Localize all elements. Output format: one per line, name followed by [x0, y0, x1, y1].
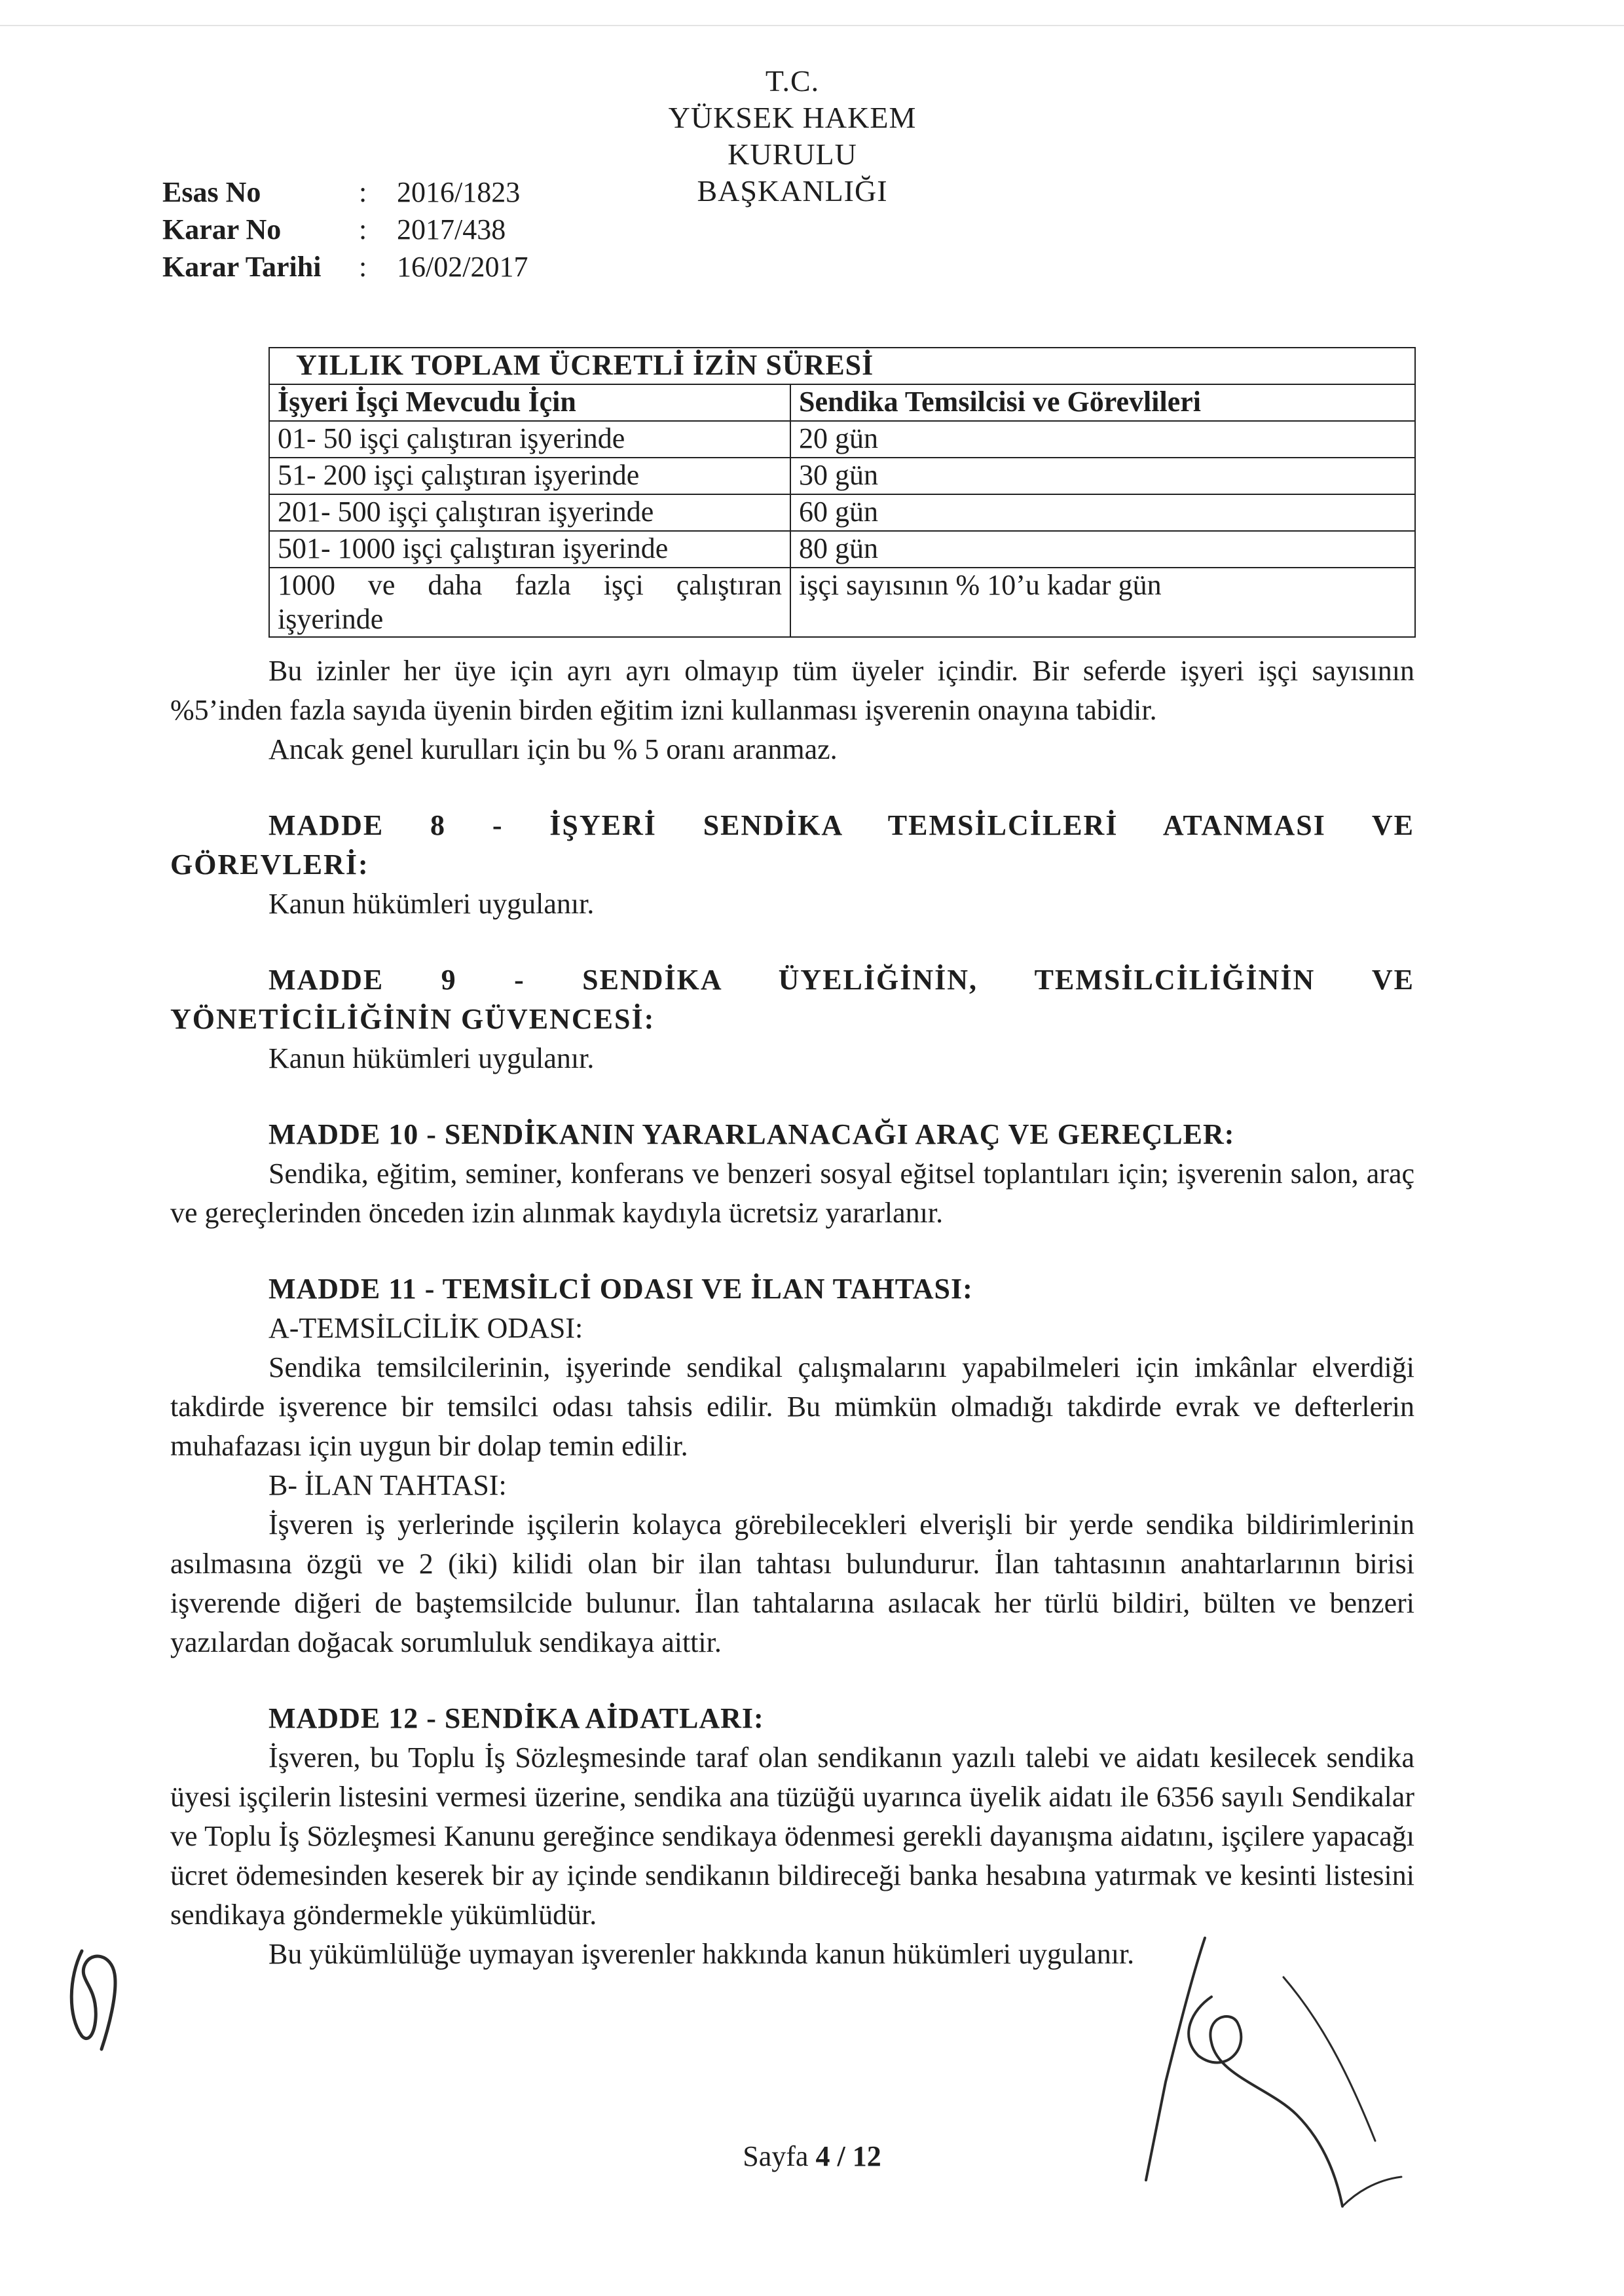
handwritten-initial-mark — [62, 1938, 147, 2056]
article-8-title: MADDE 8 - İŞYERİ SENDİKA TEMSİLCİLERİ ATANMASI VE — [268, 809, 1414, 841]
table-row — [269, 458, 1415, 494]
table-cell: 30 gün — [790, 458, 1415, 494]
article-9-title-cont: YÖNETİCİLİĞİNİN GÜVENCESİ: — [170, 1003, 655, 1035]
meta-value: 16/02/2017 — [397, 251, 528, 283]
article-12-title: MADDE 12 - SENDİKA AİDATLARI: — [268, 1702, 764, 1734]
table-title-row — [269, 348, 1415, 384]
meta-row-esas — [162, 173, 528, 211]
document-body — [170, 651, 1414, 1974]
case-metadata — [162, 173, 528, 285]
meta-label: Esas No — [162, 176, 261, 208]
table-col-header: İşyeri İşçi Mevcudu İçin — [269, 384, 790, 421]
table-header-row — [269, 384, 1415, 421]
table-row — [269, 421, 1415, 458]
article-9-title: MADDE 9 - SENDİKA ÜYELİĞİNİN, TEMSİLCİLİĞİNİN VE — [268, 964, 1414, 996]
table-cell-line: işyerinde — [278, 603, 384, 635]
table-cell: 501- 1000 işçi çalıştıran işyerinde — [269, 531, 790, 568]
header-tc: T.C. — [765, 64, 820, 98]
page-separator: / — [830, 2140, 853, 2172]
table-cell: işçi sayısının % 10’u kadar gün — [790, 568, 1415, 637]
meta-value: 2017/438 — [397, 213, 506, 246]
article-8-title-cont: GÖREVLERİ: — [170, 848, 369, 881]
page-prefix: Sayfa — [743, 2140, 816, 2172]
table-cell: 01- 50 işçi çalıştıran işyerinde — [269, 421, 790, 458]
handwritten-signature — [1126, 1918, 1467, 2219]
table-cell: 80 gün — [790, 531, 1415, 568]
table-cell: 60 gün — [790, 494, 1415, 531]
article-10-text: Sendika, eğitim, seminer, konferans ve benzeri sosyal eğitsel toplantıları için; işverenin salon, araç ve gereçlerinden önceden izin alınmak kaydıyla ücretsiz yararlanır. — [170, 1157, 1414, 1229]
meta-row-karar — [162, 211, 528, 248]
paragraph-genel-kurul: Ancak genel kurulları için bu % 5 oranı aranmaz. — [268, 733, 838, 765]
table-row — [269, 568, 1415, 637]
meta-label: Karar Tarihi — [162, 251, 322, 283]
table-cell: 20 gün — [790, 421, 1415, 458]
meta-colon: : — [359, 251, 367, 283]
article-11-text-a: Sendika temsilcilerinin, işyerinde sendikal çalışmalarını yapabilmeleri için imkânlar elverdiği takdirde işverence bir temsilci odası tahsis edilir. Bu mümkün olmadığı takdirde evrak ve defterlerin muhafazası için uygun bir dolap temin edilir. — [170, 1351, 1414, 1462]
table-cell: 51- 200 işçi çalıştıran işyerinde — [269, 458, 790, 494]
meta-value: 2016/1823 — [397, 176, 521, 208]
article-10-title: MADDE 10 - SENDİKANIN YARARLANACAĞI ARAÇ VE GEREÇLER: — [268, 1118, 1235, 1150]
meta-colon: : — [359, 176, 367, 208]
meta-row-tarih — [162, 248, 528, 285]
header-department: BAŞKANLIĞI — [697, 174, 888, 208]
table-cell: 201- 500 işçi çalıştıran işyerinde — [269, 494, 790, 531]
table-row — [269, 531, 1415, 568]
page-current: 4 — [815, 2140, 830, 2172]
paragraph-izin-note: Bu izinler her üye için ayrı ayrı olmayıp tüm üyeler içindir. Bir seferde işyeri işçi sayısının %5’inden fazla sayıda üyenin birden eğitim izni kullanması işverenin onayına tabidir. — [170, 655, 1414, 726]
article-12-text-a: İşveren, bu Toplu İş Sözleşmesinde taraf olan sendikanın yazılı talebi ve aidatı kesilecek sendika üyesi işçilerin listesini vermesi üzerine, sendika ana tüzüğü uyarınca üyelik aidatı ile 6356 sayılı Sendikalar ve Toplu İş Sözleşmesi Kanunu gereğince sendikaya ödenmesi gerekli dayanışma aidatını, işçilere yapacağı ücret ödemesinden keserek bir ay içinde sendikanın bildireceği banka hesabına yatırmak ve kesinti listesini sendikaya göndermekle yükümlüdür. — [170, 1741, 1414, 1931]
table-row — [269, 494, 1415, 531]
meta-colon: : — [359, 213, 367, 246]
article-11-text-b: İşveren iş yerlerinde işçilerin kolayca görebilecekleri elverişli bir yerde sendika bildirimlerinin asılmasına özgü ve 2 (iki) kilidi olan bir ilan tahtası bulundurur. İlan tahtasının anahtarlarının birisi işverende diğeri de baştemsilcide bulunur. İlan tahtalarına asılacak her türlü bildiri, bülten ve benzeri yazılardan doğacak sorumluluk sendikaya aittir. — [170, 1508, 1414, 1658]
article-11-sub-b: B- İLAN TAHTASI: — [268, 1469, 507, 1501]
article-8-text: Kanun hükümleri uygulanır. — [268, 888, 595, 920]
page-number — [0, 2140, 1624, 2173]
meta-label: Karar No — [162, 213, 282, 246]
scan-edge-line — [0, 25, 1624, 26]
page-total: 12 — [852, 2140, 881, 2172]
table-title: YILLIK TOPLAM ÜCRETLİ İZİN SÜRESİ — [269, 348, 1415, 384]
table-cell-line: 1000 ve daha fazla işçi çalıştıran — [278, 569, 782, 601]
table-col-header: Sendika Temsilcisi ve Görevlileri — [790, 384, 1415, 421]
article-9-text: Kanun hükümleri uygulanır. — [268, 1042, 595, 1074]
leave-duration-table — [268, 347, 1416, 638]
article-11-sub-a: A-TEMSİLCİLİK ODASI: — [268, 1312, 583, 1344]
header-institution: YÜKSEK HAKEM KURULU — [668, 101, 917, 171]
table-cell — [269, 568, 790, 637]
article-12-text-b: Bu yükümlülüğe uymayan işverenler hakkında kanun hükümleri uygulanır. — [268, 1938, 1135, 1970]
article-11-title: MADDE 11 - TEMSİLCİ ODASI VE İLAN TAHTASI: — [268, 1273, 973, 1305]
